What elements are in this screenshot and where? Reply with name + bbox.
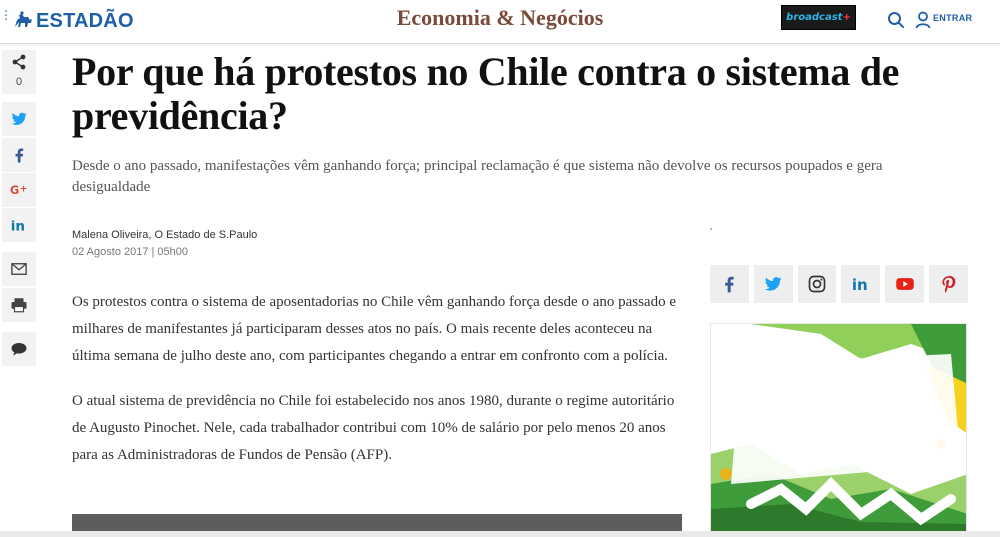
share-count-box[interactable]: [2, 50, 36, 94]
print-icon: [10, 296, 28, 314]
pinterest-icon: [939, 274, 959, 294]
article-date: 02 Agosto 2017 | 05h00: [72, 246, 189, 258]
top-bar: [0, 0, 1000, 44]
broadcast-badge[interactable]: [781, 5, 856, 30]
facebook-icon: [10, 146, 28, 164]
social-follow-bar: [710, 265, 968, 303]
section-title: Economia & Negócios: [396, 5, 604, 30]
facebook-icon: [719, 274, 739, 294]
advertisement[interactable]: [710, 323, 967, 537]
user-icon[interactable]: [915, 11, 931, 29]
facebook-follow-button[interactable]: [710, 265, 749, 303]
youtube-icon: [895, 274, 915, 294]
comments-button[interactable]: [2, 332, 36, 366]
email-icon: [10, 260, 28, 278]
linkedin-icon: [851, 274, 871, 294]
google-plus-share-button[interactable]: [2, 173, 36, 207]
google-plus-icon: [10, 181, 28, 199]
facebook-share-button[interactable]: [2, 138, 36, 172]
article-body: [72, 289, 687, 487]
instagram-icon: [807, 274, 827, 294]
svg-text:in: in: [10, 218, 25, 234]
login-link[interactable]: ENTRAR: [933, 13, 973, 23]
instagram-follow-button[interactable]: [798, 265, 837, 303]
article-paragraph: Os protestos contra o sistema de aposentadorias no Chile vêm ganhando força desde o ano passado e milhares de manifestantes já participaram desses atos no país. O mais recente deles aconteceu na última semana de julho deste ano, com participantes chegando a entrar em confronto com a polícia.: [72, 294, 676, 364]
horse-rider-icon: [12, 11, 34, 31]
share-count: 0: [15, 76, 23, 88]
pinterest-follow-button[interactable]: [929, 265, 968, 303]
linkedin-icon: [10, 216, 28, 234]
estadao-logo[interactable]: [12, 8, 134, 34]
ad-graphic: [711, 324, 967, 537]
youtube-follow-button[interactable]: [885, 265, 924, 303]
broadcast-label: broadcast+: [786, 12, 851, 23]
linkedin-share-button[interactable]: [2, 208, 36, 242]
page-bottom-edge: [0, 531, 1000, 537]
separator-dot: [710, 228, 712, 230]
comments-icon: [10, 340, 28, 358]
menu-icon[interactable]: ⋮: [0, 8, 12, 22]
linkedin-follow-button[interactable]: [841, 265, 880, 303]
print-button[interactable]: [2, 288, 36, 322]
twitter-share-button[interactable]: [2, 102, 36, 136]
article-author: Malena Oliveira, O Estado de S.Paulo: [72, 229, 258, 241]
logo-text: ESTADÃO: [36, 9, 134, 32]
twitter-follow-button[interactable]: [754, 265, 793, 303]
svg-text:G: G: [10, 183, 20, 197]
share-icon: [11, 54, 27, 70]
email-share-button[interactable]: [2, 252, 36, 286]
svg-text:in: in: [851, 275, 868, 294]
svg-text:+: +: [19, 184, 28, 195]
twitter-icon: [763, 274, 783, 294]
article-subtitle: Desde o ano passado, manifestações vêm ganhando força; principal reclamação é que sistema não devolve os recursos poupados e gera desigualdade: [72, 158, 883, 195]
twitter-icon: [10, 110, 28, 128]
article-paragraph: O atual sistema de previdência no Chile foi estabelecido nos anos 1980, durante o regime autoritário de Augusto Pinochet. Nele, cada trabalhador contribui com 10% de salário por pelo menos 20 anos para as Administradoras de Fundos de Pensão (AFP).: [72, 393, 675, 463]
search-icon[interactable]: [887, 11, 905, 29]
article-headline: Por que há protestos no Chile contra o sistema de previdência?: [72, 49, 900, 138]
